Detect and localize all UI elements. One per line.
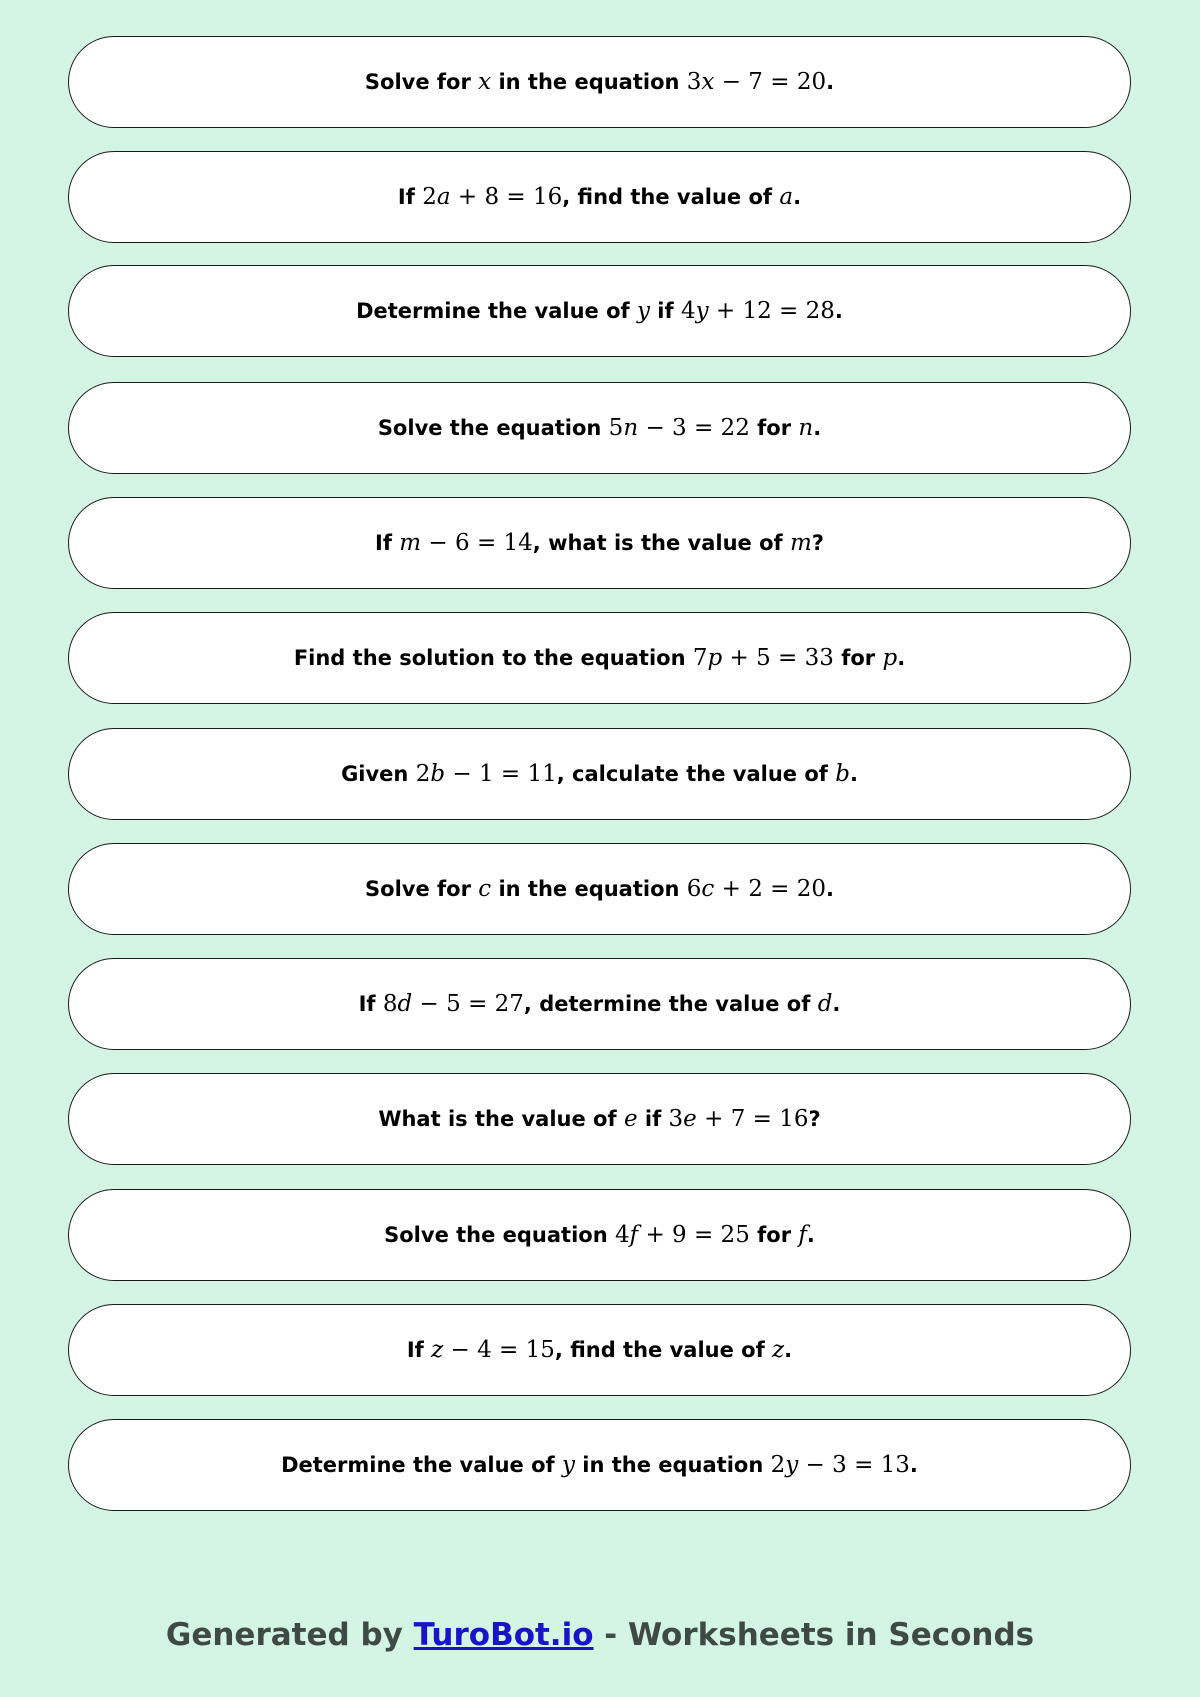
question-text — [294, 645, 905, 671]
question-card — [68, 958, 1131, 1050]
math-expression: e — [623, 1106, 638, 1132]
question-card — [68, 1189, 1131, 1281]
math-expression: 2y − 3 = 13 — [770, 1452, 910, 1478]
question-text-segment: , determine the value of — [523, 992, 818, 1016]
question-text-segment: Determine the value of — [356, 299, 637, 323]
math-expression: 2a + 8 = 16 — [422, 184, 563, 210]
math-expression: 2b − 1 = 11 — [415, 761, 557, 787]
question-text-segment: Determine the value of — [281, 1453, 562, 1477]
math-expression: c — [478, 876, 492, 902]
question-text-segment: , calculate the value of — [556, 762, 836, 786]
question-card — [68, 843, 1131, 935]
question-card — [68, 728, 1131, 820]
question-text — [398, 184, 801, 210]
math-expression: 4f + 9 = 25 — [614, 1222, 750, 1248]
question-text-segment: if — [637, 1107, 669, 1131]
question-text-segment: for — [749, 416, 799, 440]
math-expression: 5n − 3 = 22 — [608, 415, 750, 441]
question-text-segment: in the equation — [574, 1453, 771, 1477]
question-text-segment: in the equation — [491, 70, 687, 94]
question-card — [68, 1419, 1131, 1511]
turobot-link[interactable]: TuroBot.io — [413, 1617, 594, 1653]
question-text-segment: . — [806, 1223, 815, 1247]
question-text-segment: ? — [811, 531, 824, 555]
math-expression: 4y + 12 = 28 — [680, 298, 835, 324]
question-text — [378, 415, 821, 441]
question-text-segment: What is the value of — [378, 1107, 624, 1131]
math-expression: y — [636, 298, 650, 324]
question-text-segment: , find the value of — [562, 185, 780, 209]
question-text-segment: Solve for — [364, 70, 479, 94]
question-text-segment: , what is the value of — [532, 531, 790, 555]
math-expression: p — [882, 645, 898, 671]
question-text-segment: ? — [808, 1107, 821, 1131]
question-text-segment: If — [358, 992, 383, 1016]
math-expression: a — [779, 184, 794, 210]
math-expression: z — [772, 1337, 785, 1363]
question-text-segment: If — [375, 531, 400, 555]
question-text-segment: Find the solution to the equation — [293, 646, 693, 670]
question-text — [407, 1337, 792, 1363]
question-text-segment: . — [793, 185, 802, 209]
question-text — [365, 876, 834, 902]
math-expression: z − 4 = 15 — [431, 1337, 555, 1363]
math-expression: y — [561, 1452, 575, 1478]
question-text-segment: . — [832, 992, 841, 1016]
question-card — [68, 36, 1131, 128]
question-text-segment: in the equation — [491, 877, 687, 901]
question-text-segment: . — [813, 416, 822, 440]
question-text — [341, 761, 858, 787]
question-text-segment: if — [649, 299, 681, 323]
question-text — [281, 1452, 918, 1478]
question-text-segment: Solve the equation — [377, 416, 609, 440]
math-expression: 3x − 7 = 20 — [686, 69, 827, 95]
math-expression: 8d − 5 = 27 — [382, 991, 524, 1017]
math-expression: n — [798, 415, 814, 441]
question-text-segment: for — [833, 646, 883, 670]
question-text-segment: . — [826, 70, 835, 94]
math-expression: f — [798, 1222, 807, 1248]
question-text-segment: . — [826, 877, 834, 901]
footer-suffix: - Worksheets in Seconds — [593, 1617, 1035, 1653]
question-text-segment: Solve for — [365, 877, 479, 901]
question-text-segment: If — [397, 185, 423, 209]
question-text-segment: Given — [341, 762, 416, 786]
question-card — [68, 1073, 1131, 1165]
question-text-segment: for — [749, 1223, 799, 1247]
question-card — [68, 151, 1131, 243]
question-text-segment: Solve the equation — [384, 1223, 615, 1247]
footer — [0, 1617, 1200, 1653]
question-text — [356, 298, 843, 324]
math-expression: m — [789, 530, 812, 556]
question-text — [375, 530, 824, 556]
footer-prefix: Generated by — [165, 1617, 414, 1653]
math-expression: b — [835, 761, 850, 787]
question-card — [68, 382, 1131, 474]
math-expression: m − 6 = 14 — [399, 530, 533, 556]
question-text-segment: , find the value of — [554, 1338, 773, 1362]
question-text-segment: If — [406, 1338, 432, 1362]
math-expression: 7p + 5 = 33 — [692, 645, 834, 671]
question-card — [68, 265, 1131, 357]
math-expression: 6c + 2 = 20 — [686, 876, 826, 902]
math-expression: d — [817, 991, 833, 1017]
question-text-segment: . — [849, 762, 858, 786]
question-text — [359, 991, 841, 1017]
math-expression: 3e + 7 = 16 — [668, 1106, 809, 1132]
question-card — [68, 612, 1131, 704]
question-card — [68, 497, 1131, 589]
question-card — [68, 1304, 1131, 1396]
math-expression: x — [478, 69, 492, 95]
question-text-segment: . — [897, 646, 906, 670]
question-text-segment: . — [834, 299, 843, 323]
question-text-segment: . — [784, 1338, 793, 1362]
question-text — [365, 69, 834, 95]
question-text — [384, 1222, 815, 1248]
question-text — [378, 1106, 820, 1132]
question-text-segment: . — [909, 1453, 918, 1477]
